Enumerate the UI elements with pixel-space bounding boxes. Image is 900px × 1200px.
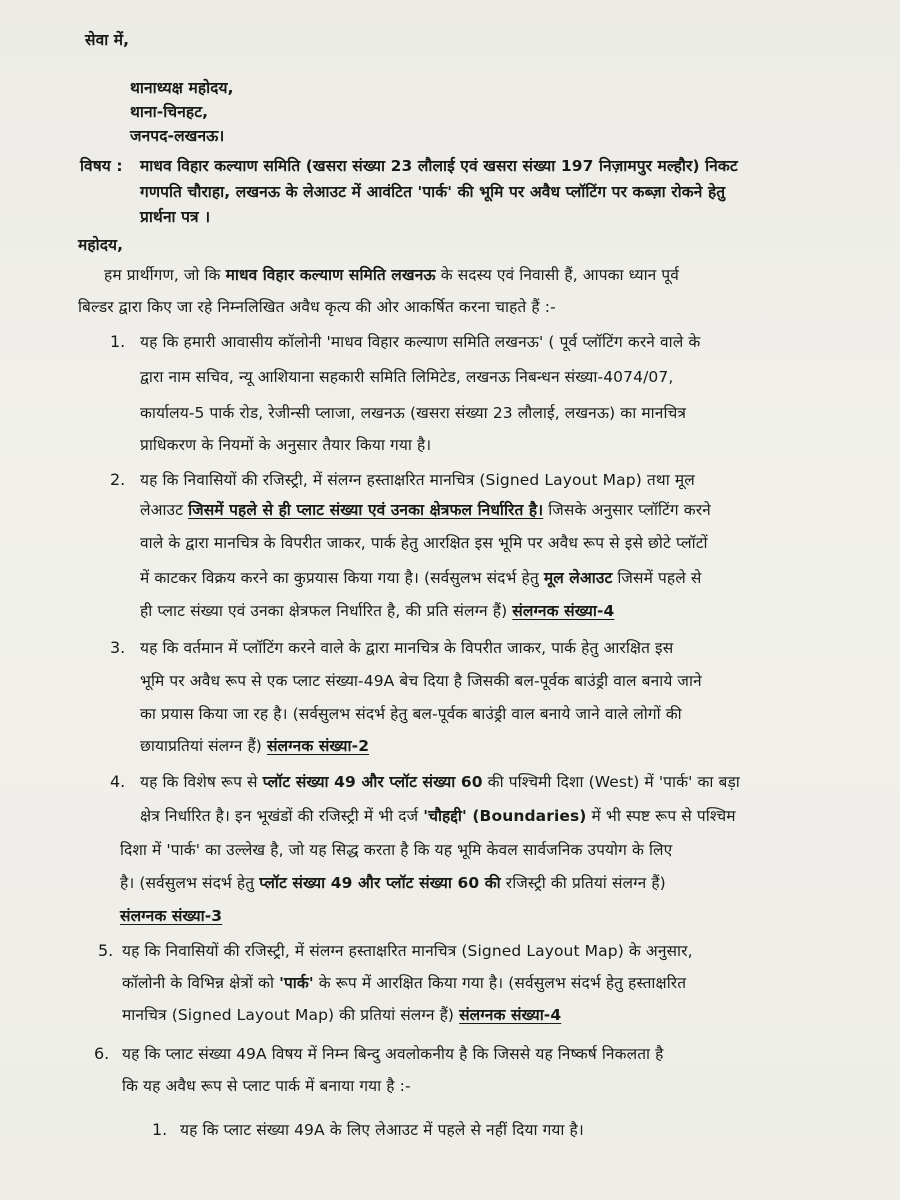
point-5-line-3 — [122, 1005, 561, 1025]
intro-text: हम प्रार्थीगण, जो कि — [104, 266, 226, 284]
point-4-line-4 — [120, 873, 666, 893]
point-6-line-2: कि यह अवैध रूप से प्लाट पार्क में बनाया गया है :- — [122, 1077, 411, 1095]
point-5-text: मानचित्र (Signed Layout Map) की प्रतियां संलग्न हैं) — [122, 1006, 460, 1024]
point-2-line-4 — [140, 568, 701, 588]
subject-line-2: गणपति चौराहा, लखनऊ के लेआउट में आवंटित 'पार्क' की भूमि पर अवैध प्लॉटिंग पर कब्ज़ा रोकने हेतु — [140, 183, 726, 201]
point-4-text: क्षेत्र निर्धारित है। इन भूखंडों की रजिस्ट्री में भी दर्ज — [140, 807, 424, 825]
point-4-text: यह कि विशेष रूप से — [140, 773, 263, 791]
point-2-line-1: यह कि निवासियों की रजिस्ट्री, में संलग्न हस्ताक्षरित मानचित्र (Signed Layout Map) तथा मूल — [140, 471, 695, 489]
point-5-text-cont: के रूप में आरक्षित किया गया है। (सर्वसुलभ संदर्भ हेतु हस्ताक्षरित — [313, 974, 687, 992]
point-3-line-4 — [140, 736, 369, 756]
point-6-line-1: यह कि प्लाट संख्या 49A विषय में निम्न बिन्दु अवलोकनीय है कि जिससे यह निष्कर्ष निकलता है — [122, 1045, 664, 1063]
point-number: 2. — [110, 470, 126, 489]
point-2-line-5 — [140, 601, 614, 621]
point-4-text: है। (सर्वसुलभ संदर्भ हेतु — [120, 874, 260, 892]
point-number: 4. — [110, 772, 126, 791]
intro-text-cont: के सदस्य एवं निवासी हैं, आपका ध्यान पूर्व — [435, 266, 680, 284]
attachment-ref: संलग्नक संख्या-4 — [512, 602, 615, 620]
point-number: 3. — [110, 638, 126, 657]
recipient-line-2: थाना-चिनहट, — [130, 103, 209, 121]
point-1-line-1: यह कि हमारी आवासीय कॉलोनी 'माधव विहार कल्याण समिति लखनऊ' ( पूर्व प्लॉटिंग करने वाले के — [140, 333, 701, 351]
point-2-line-3: वाले के द्वारा मानचित्र के विपरीत जाकर, पार्क हेतु आरक्षित इस भूमि पर अवैध रूप से इसे छोटे प्लॉटों — [140, 534, 708, 552]
point-3-line-2: भूमि पर अवैध रूप से एक प्लाट संख्या-49A बेच दिया है जिसकी बल-पूर्वक बाउंड्री वाल बनाये जाने — [140, 672, 702, 690]
salutation: सेवा में, — [85, 31, 130, 49]
point-5-line-1: यह कि निवासियों की रजिस्ट्री, में संलग्न हस्ताक्षरित मानचित्र (Signed Layout Map) के अनुसार, — [122, 942, 693, 960]
point-2-text: ही प्लाट संख्या एवं उनका क्षेत्रफल निर्धारित है, की प्रति संलग्न हैं) — [140, 602, 513, 620]
point-4-text-cont: में भी स्पष्ट रूप से पश्चिम — [586, 807, 736, 825]
point-5-text: कॉलोनी के विभिन्न क्षेत्रों को — [122, 974, 280, 992]
recipient-line-3: जनपद-लखनऊ। — [130, 127, 225, 145]
recipient-line-1: थानाध्यक्ष महोदय, — [130, 79, 234, 97]
point-2-text: में काटकर विक्रय करने का कुप्रयास किया गया है। (सर्वसुलभ संदर्भ हेतु — [140, 569, 544, 587]
point-3-line-3: का प्रयास किया जा रह है। (सर्वसुलभ संदर्भ हेतु बल-पूर्वक बाउंड्री वाल बनाये जाने वाले लोगों की — [140, 705, 682, 723]
intro-line-2: बिल्डर द्वारा किए जा रहे निम्नलिखित अवैध कृत्य की ओर आकर्षित करना चाहते हैं :- — [78, 298, 556, 316]
park-emphasis: 'पार्क' — [279, 974, 314, 992]
point-2-line-2 — [140, 500, 711, 520]
point-number: 1. — [110, 332, 126, 351]
point-1-line-2: द्वारा नाम सचिव, न्यू आशियाना सहकारी समिति लिमिटेड, लखनऊ निबन्धन संख्या-4074/07, — [140, 368, 674, 386]
point-1-line-3: कार्यालय-5 पार्क रोड, रेजीन्सी प्लाजा, लखनऊ (खसरा संख्या 23 लौलाई, लखनऊ) का मानचित्र — [140, 404, 687, 422]
greeting: महोदय, — [78, 236, 124, 254]
plot-numbers-emphasis: प्लॉट संख्या 49 और प्लॉट संख्या 60 की — [259, 874, 501, 892]
subpoint-number: 1. — [152, 1120, 168, 1139]
subject-label: विषय : — [80, 157, 123, 175]
plot-numbers-emphasis: प्लॉट संख्या 49 और प्लॉट संख्या 60 — [262, 773, 483, 791]
intro-line-1 — [104, 265, 679, 285]
point-4-text-cont: रजिस्ट्री की प्रतियां संलग्न हैं) — [500, 874, 666, 892]
point-4-line-1 — [140, 772, 740, 792]
point-4-line-3: दिशा में 'पार्क' का उल्लेख है, जो यह सिद्ध करता है कि यह भूमि केवल सार्वजनिक उपयोग के लिए — [120, 841, 673, 859]
point-2-text-cont: जिसमें पहले से — [612, 569, 702, 587]
boundaries-emphasis: 'चौहद्दी' (Boundaries) — [423, 807, 587, 825]
point-2-emphasis: जिसमें पहले से ही प्लाट संख्या एवं उनका क्षेत्रफल निर्धारित है। — [188, 501, 544, 519]
point-3-text: छायाप्रतियां संलग्न हैं) — [140, 737, 267, 755]
attachment-ref: संलग्नक संख्या-2 — [266, 737, 370, 755]
subpoint-text: यह कि प्लाट संख्या 49A के लिए लेआउट में पहले से नहीं दिया गया है। — [180, 1121, 584, 1139]
point-number: 6. — [94, 1044, 110, 1063]
point-1-line-4: प्राधिकरण के नियमों के अनुसार तैयार किया गया है। — [140, 436, 432, 454]
point-3-line-1: यह कि वर्तमान में प्लॉटिंग करने वाले के द्वारा मानचित्र के विपरीत जाकर, पार्क हेतु आरक्षित इस — [140, 639, 674, 657]
society-name: माधव विहार कल्याण समिति लखनऊ — [225, 266, 436, 284]
point-4-text-cont: की पश्चिमी दिशा (West) में 'पार्क' का बड़ा — [482, 773, 740, 791]
point-4-line-2 — [140, 806, 736, 826]
subject-line-1: माधव विहार कल्याण समिति (खसरा संख्या 23 लौलाई एवं खसरा संख्या 197 निज़ामपुर मल्हौर) निकट — [140, 157, 738, 175]
point-number: 5. — [98, 941, 114, 960]
original-layout-emphasis: मूल लेआउट — [543, 569, 613, 587]
point-2-text-cont: जिसके अनुसार प्लॉटिंग करने — [543, 501, 711, 519]
attachment-ref: संलग्नक संख्या-3 — [120, 907, 223, 925]
point-5-line-2 — [122, 973, 686, 993]
point-2-text: लेआउट — [140, 501, 189, 519]
subject-line-3: प्रार्थना पत्र । — [140, 208, 211, 226]
attachment-ref: संलग्नक संख्या-4 — [459, 1006, 562, 1024]
